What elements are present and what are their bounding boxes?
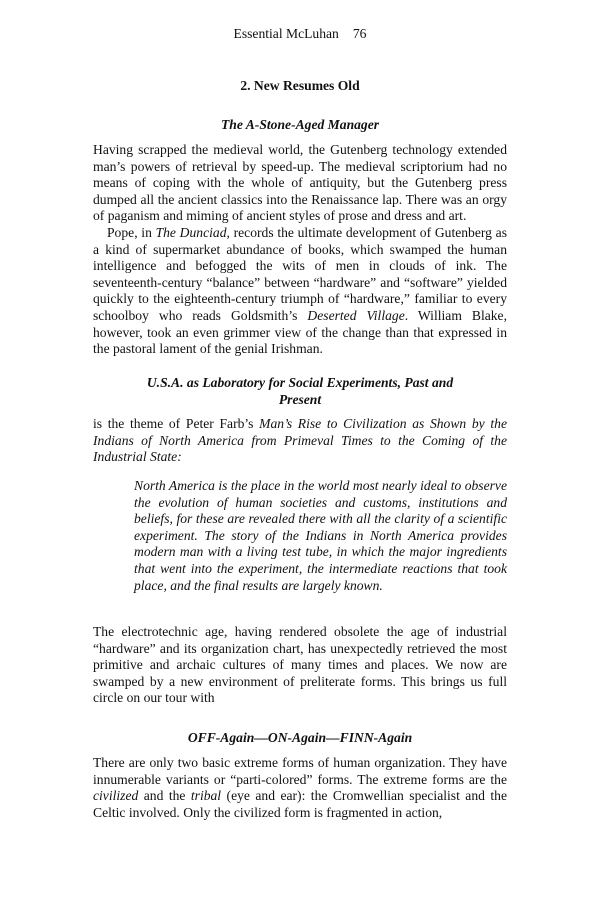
page-number: 76 bbox=[352, 26, 367, 41]
paragraph-two-forms: There are only two basic extreme forms of human organization. They have innumerable variants or “parti-colored” forms. The extreme forms are the civilized and the tribal (eye and ear): the Cromwellian specialist and the Celtic involved. Only the civilized form is fragmented in action, bbox=[93, 755, 507, 820]
term-civilized: civilized bbox=[93, 788, 139, 804]
book-title-deserted-village: Deserted Village bbox=[307, 307, 405, 323]
running-title: Essential McLuhan bbox=[233, 26, 339, 41]
book-title-dunciad: The Dunciad bbox=[155, 225, 227, 240]
paragraph-text: Having scrapped the medieval world, the Gutenberg technology extended man’s powers of retrieval by speed-up. The medieval scriptorium had no means of coping with the whole of antiquity, but the Gutenberg press dumped all the ancient classics into the Renaissance lap. There was an orgy of paganism and miming of ancient styles of prose and dress and art. bbox=[93, 142, 507, 224]
block-quote-farb: North America is the place in the world most nearly ideal to observe the evolution of human societies and customs, institutions and beliefs, for these are revealed there with all the clarity of a scientific experiment. The story of the Indians in North America provides modern man with a living test tube, in which the major ingredients that went into the experiment, the intermediate reactions that took place, and the final results are largely known. bbox=[134, 478, 507, 593]
paragraph-pope: Pope, in The Dunciad, records the ultimate development of Gutenberg as a kind of supermarket abundance of books, which swamped the human intelligence and befogged the wits of men in clouds of ink. The seventeenth-century “balance” between “hardware” and “software” yielded quickly to the eighteenth-century triumph of “hardware,” familiar to every schoolboy who reads Goldsmith’s Deserted Village. William Blake, however, took an even grimmer view of the change than that expressed in the pastoral lament of the genial Irishman. bbox=[93, 225, 507, 357]
section-heading-stone-aged-manager: The A-Stone-Aged Manager bbox=[220, 117, 380, 132]
term-tribal: tribal bbox=[190, 788, 222, 804]
paragraph-farb-intro: is the theme of Peter Farb’s Man’s Rise to Civilization as Shown by the Indians of North America from Primeval Times to the Coming of the Industrial State: bbox=[93, 416, 507, 465]
chapter-title: 2. New Resumes Old bbox=[240, 78, 360, 93]
paragraph-electrotechnic: The electrotechnic age, having rendered obsolete the age of industrial “hardware” and its organization chart, has unexpectedly retrieved the most primitive and archaic cultures of many times and places. We now are swamped by a new environment of preliterate forms. This brings us full circle on our tour with bbox=[93, 624, 507, 706]
section-heading-usa-laboratory: U.S.A. as Laboratory for Social Experiments, Past and Present bbox=[146, 375, 454, 407]
section-heading-finn-again: OFF-Again—ON-Again—FINN-Again bbox=[187, 730, 413, 745]
book-title-mans-rise: Man’s Rise to Civilization as Shown by the Indians of North America from Primeval Times to the Coming of the Industrial State: bbox=[93, 416, 507, 465]
running-header bbox=[93, 26, 507, 43]
paragraph-gutenberg bbox=[93, 142, 507, 225]
